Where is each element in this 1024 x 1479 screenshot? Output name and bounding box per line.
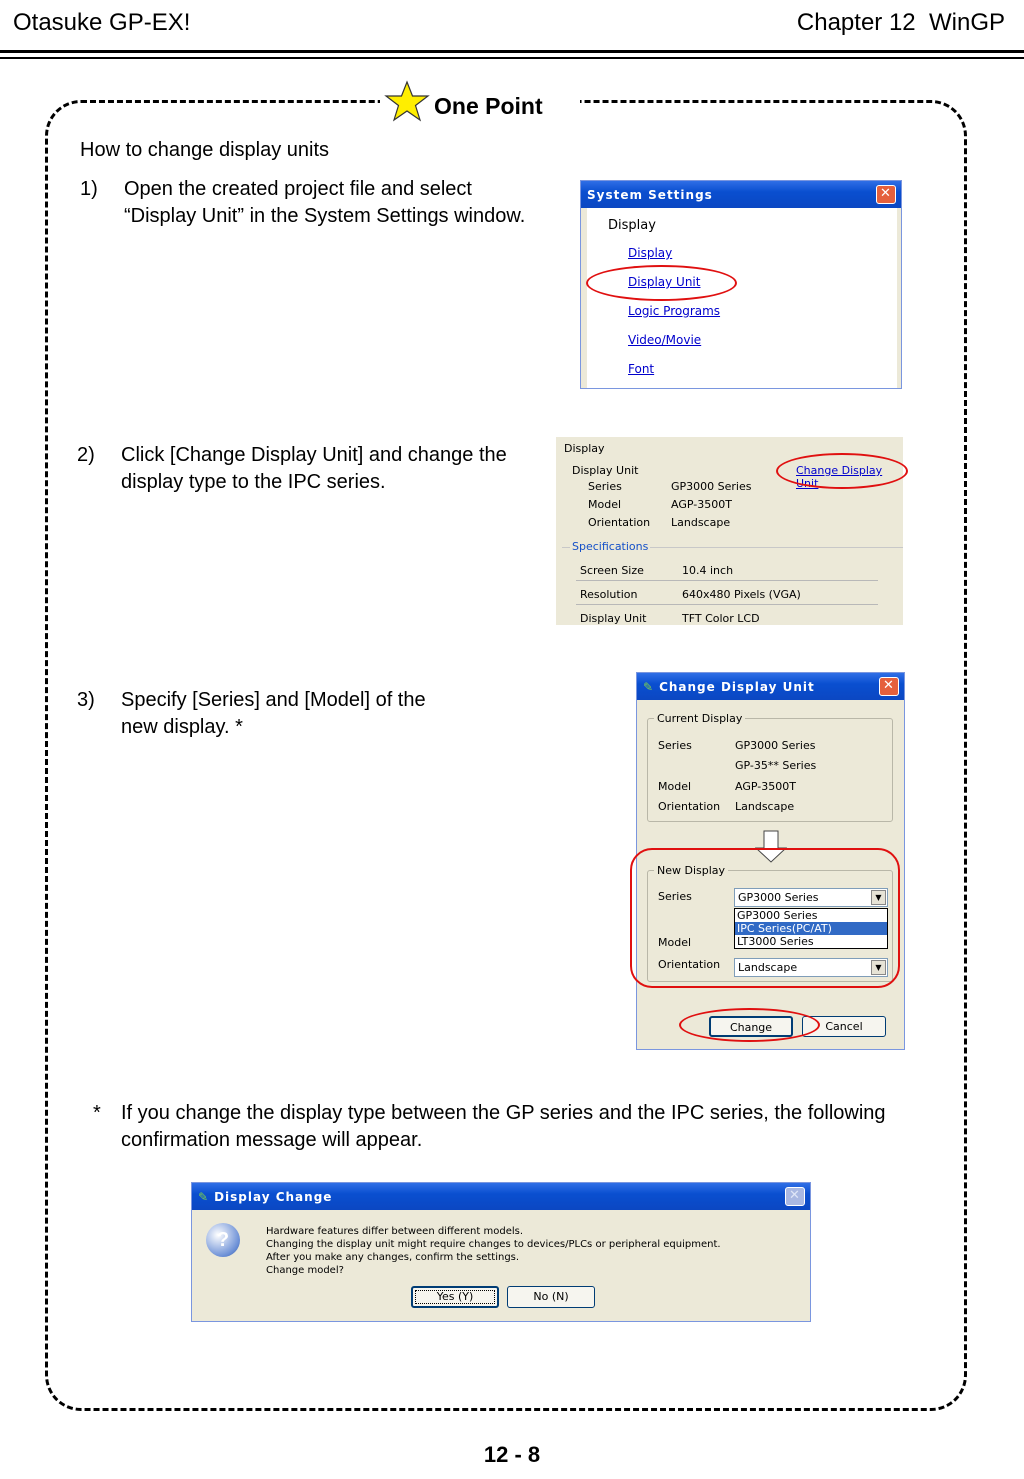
document-header-left: Otasuke GP-EX! xyxy=(13,9,191,36)
close-icon: ✕ xyxy=(785,1187,805,1206)
note-mark: * xyxy=(93,1102,101,1124)
screen-size-value: 10.4 inch xyxy=(682,564,734,577)
header-rule-thin xyxy=(0,57,1024,59)
step-1 xyxy=(80,176,530,230)
one-point-heading xyxy=(380,80,580,126)
display-type-value: TFT Color LCD xyxy=(682,612,760,625)
change-button[interactable]: Change xyxy=(709,1016,793,1037)
header-rule xyxy=(0,50,1024,53)
cancel-button[interactable]: Cancel xyxy=(802,1016,886,1037)
current-display-label: Current Display xyxy=(654,712,745,725)
chevron-down-icon[interactable]: ▼ xyxy=(871,960,886,975)
highlight-rounded-rect xyxy=(630,848,900,988)
step-text: Open the created project file and select “Display Unit” in the System Settings window. xyxy=(124,178,526,227)
step-number: 2) xyxy=(77,444,95,466)
document-header-right: Chapter 12 WinGP xyxy=(796,9,1005,36)
highlight-oval xyxy=(776,453,908,489)
settings-link-video-movie[interactable]: Video/Movie xyxy=(628,333,702,347)
dropdown-option[interactable]: LT3000 Series xyxy=(737,935,814,948)
resolution-label: Resolution xyxy=(580,588,638,601)
message-line: After you make any changes, confirm the settings. xyxy=(266,1252,520,1263)
tree-section-label: Display xyxy=(608,218,656,233)
window-title-bar xyxy=(581,181,901,208)
current-orientation-label: Orientation xyxy=(658,800,721,813)
settings-link-logic-programs[interactable]: Logic Programs xyxy=(628,304,721,318)
series-label: Series xyxy=(588,480,622,493)
message-line: Changing the display unit might require changes to devices/PLCs or peripheral equipment. xyxy=(266,1239,721,1250)
message-line: Change model? xyxy=(266,1265,344,1276)
step-3 xyxy=(77,687,457,741)
display-change-dialog xyxy=(191,1182,811,1322)
resolution-value: 640x480 Pixels (VGA) xyxy=(682,588,801,601)
message-line: Hardware features differ between different models. xyxy=(266,1226,524,1237)
panel-title: Display xyxy=(564,442,605,455)
settings-link-display[interactable]: Display xyxy=(628,246,673,260)
one-point-title: One Point xyxy=(434,92,543,119)
close-icon[interactable]: ✕ xyxy=(876,185,896,204)
step-text: Click [Change Display Unit] and change the display type to the IPC series. xyxy=(121,444,507,493)
star-icon xyxy=(384,80,430,127)
question-icon: ? xyxy=(206,1223,240,1257)
highlight-oval xyxy=(679,1008,820,1042)
display-unit-label: Display Unit xyxy=(572,464,639,477)
current-series-label: Series xyxy=(658,739,692,752)
current-series-sub: GP-35** Series xyxy=(735,759,817,772)
series-select-value: GP3000 Series xyxy=(738,891,819,904)
note-text: If you change the display type between the GP series and the IPC series, the following confirmation message will appear. xyxy=(121,1102,886,1151)
settings-link-font[interactable]: Font xyxy=(628,362,655,376)
dropdown-option-selected[interactable]: IPC Series(PC/AT) xyxy=(735,922,887,935)
window-title: Change Display Unit xyxy=(659,679,815,694)
no-button[interactable]: No (N) xyxy=(507,1286,595,1308)
app-icon: ✎ xyxy=(643,679,655,694)
app-icon: ✎ xyxy=(198,1189,210,1204)
settings-link-display-unit[interactable]: Display Unit xyxy=(628,275,701,289)
orientation-label: Orientation xyxy=(588,516,651,529)
orientation-select-value: Landscape xyxy=(738,961,798,974)
window-title: System Settings xyxy=(587,187,713,202)
step-number: 3) xyxy=(77,689,95,711)
series-value: GP3000 Series xyxy=(671,480,752,493)
divider xyxy=(576,580,878,581)
model-value: AGP-3500T xyxy=(671,498,732,511)
current-orientation-value: Landscape xyxy=(735,800,795,813)
step-text: Specify [Series] and [Model] of the new display. * xyxy=(121,689,426,738)
specifications-label: Specifications xyxy=(572,540,649,553)
display-type-label: Display Unit xyxy=(580,612,647,625)
chevron-down-icon[interactable]: ▼ xyxy=(871,890,886,905)
new-display-label: New Display xyxy=(654,864,728,877)
new-series-label: Series xyxy=(658,890,692,903)
screen-size-label: Screen Size xyxy=(580,564,644,577)
current-model-value: AGP-3500T xyxy=(735,780,796,793)
window-title-bar xyxy=(192,1183,810,1210)
page-number: 12 - 8 xyxy=(483,1442,541,1467)
new-model-label: Model xyxy=(658,936,692,949)
orientation-value: Landscape xyxy=(671,516,731,529)
current-model-label: Model xyxy=(658,780,692,793)
confirm-message xyxy=(266,1225,721,1277)
model-label: Model xyxy=(588,498,622,511)
window-title: Display Change xyxy=(214,1189,333,1204)
step-number: 1) xyxy=(80,178,98,200)
close-icon[interactable]: ✕ xyxy=(879,677,899,696)
dropdown-option[interactable]: GP3000 Series xyxy=(737,909,818,922)
current-series-value: GP3000 Series xyxy=(735,739,816,752)
step-2 xyxy=(77,442,507,496)
window-title-bar xyxy=(637,673,904,700)
change-display-unit-link[interactable]: Change Display Unit xyxy=(796,464,883,490)
highlight-oval xyxy=(586,265,737,301)
new-orientation-label: Orientation xyxy=(658,958,721,971)
intro-text: How to change display units xyxy=(80,139,330,161)
divider xyxy=(576,604,878,605)
yes-button[interactable]: Yes (Y) xyxy=(411,1286,499,1308)
